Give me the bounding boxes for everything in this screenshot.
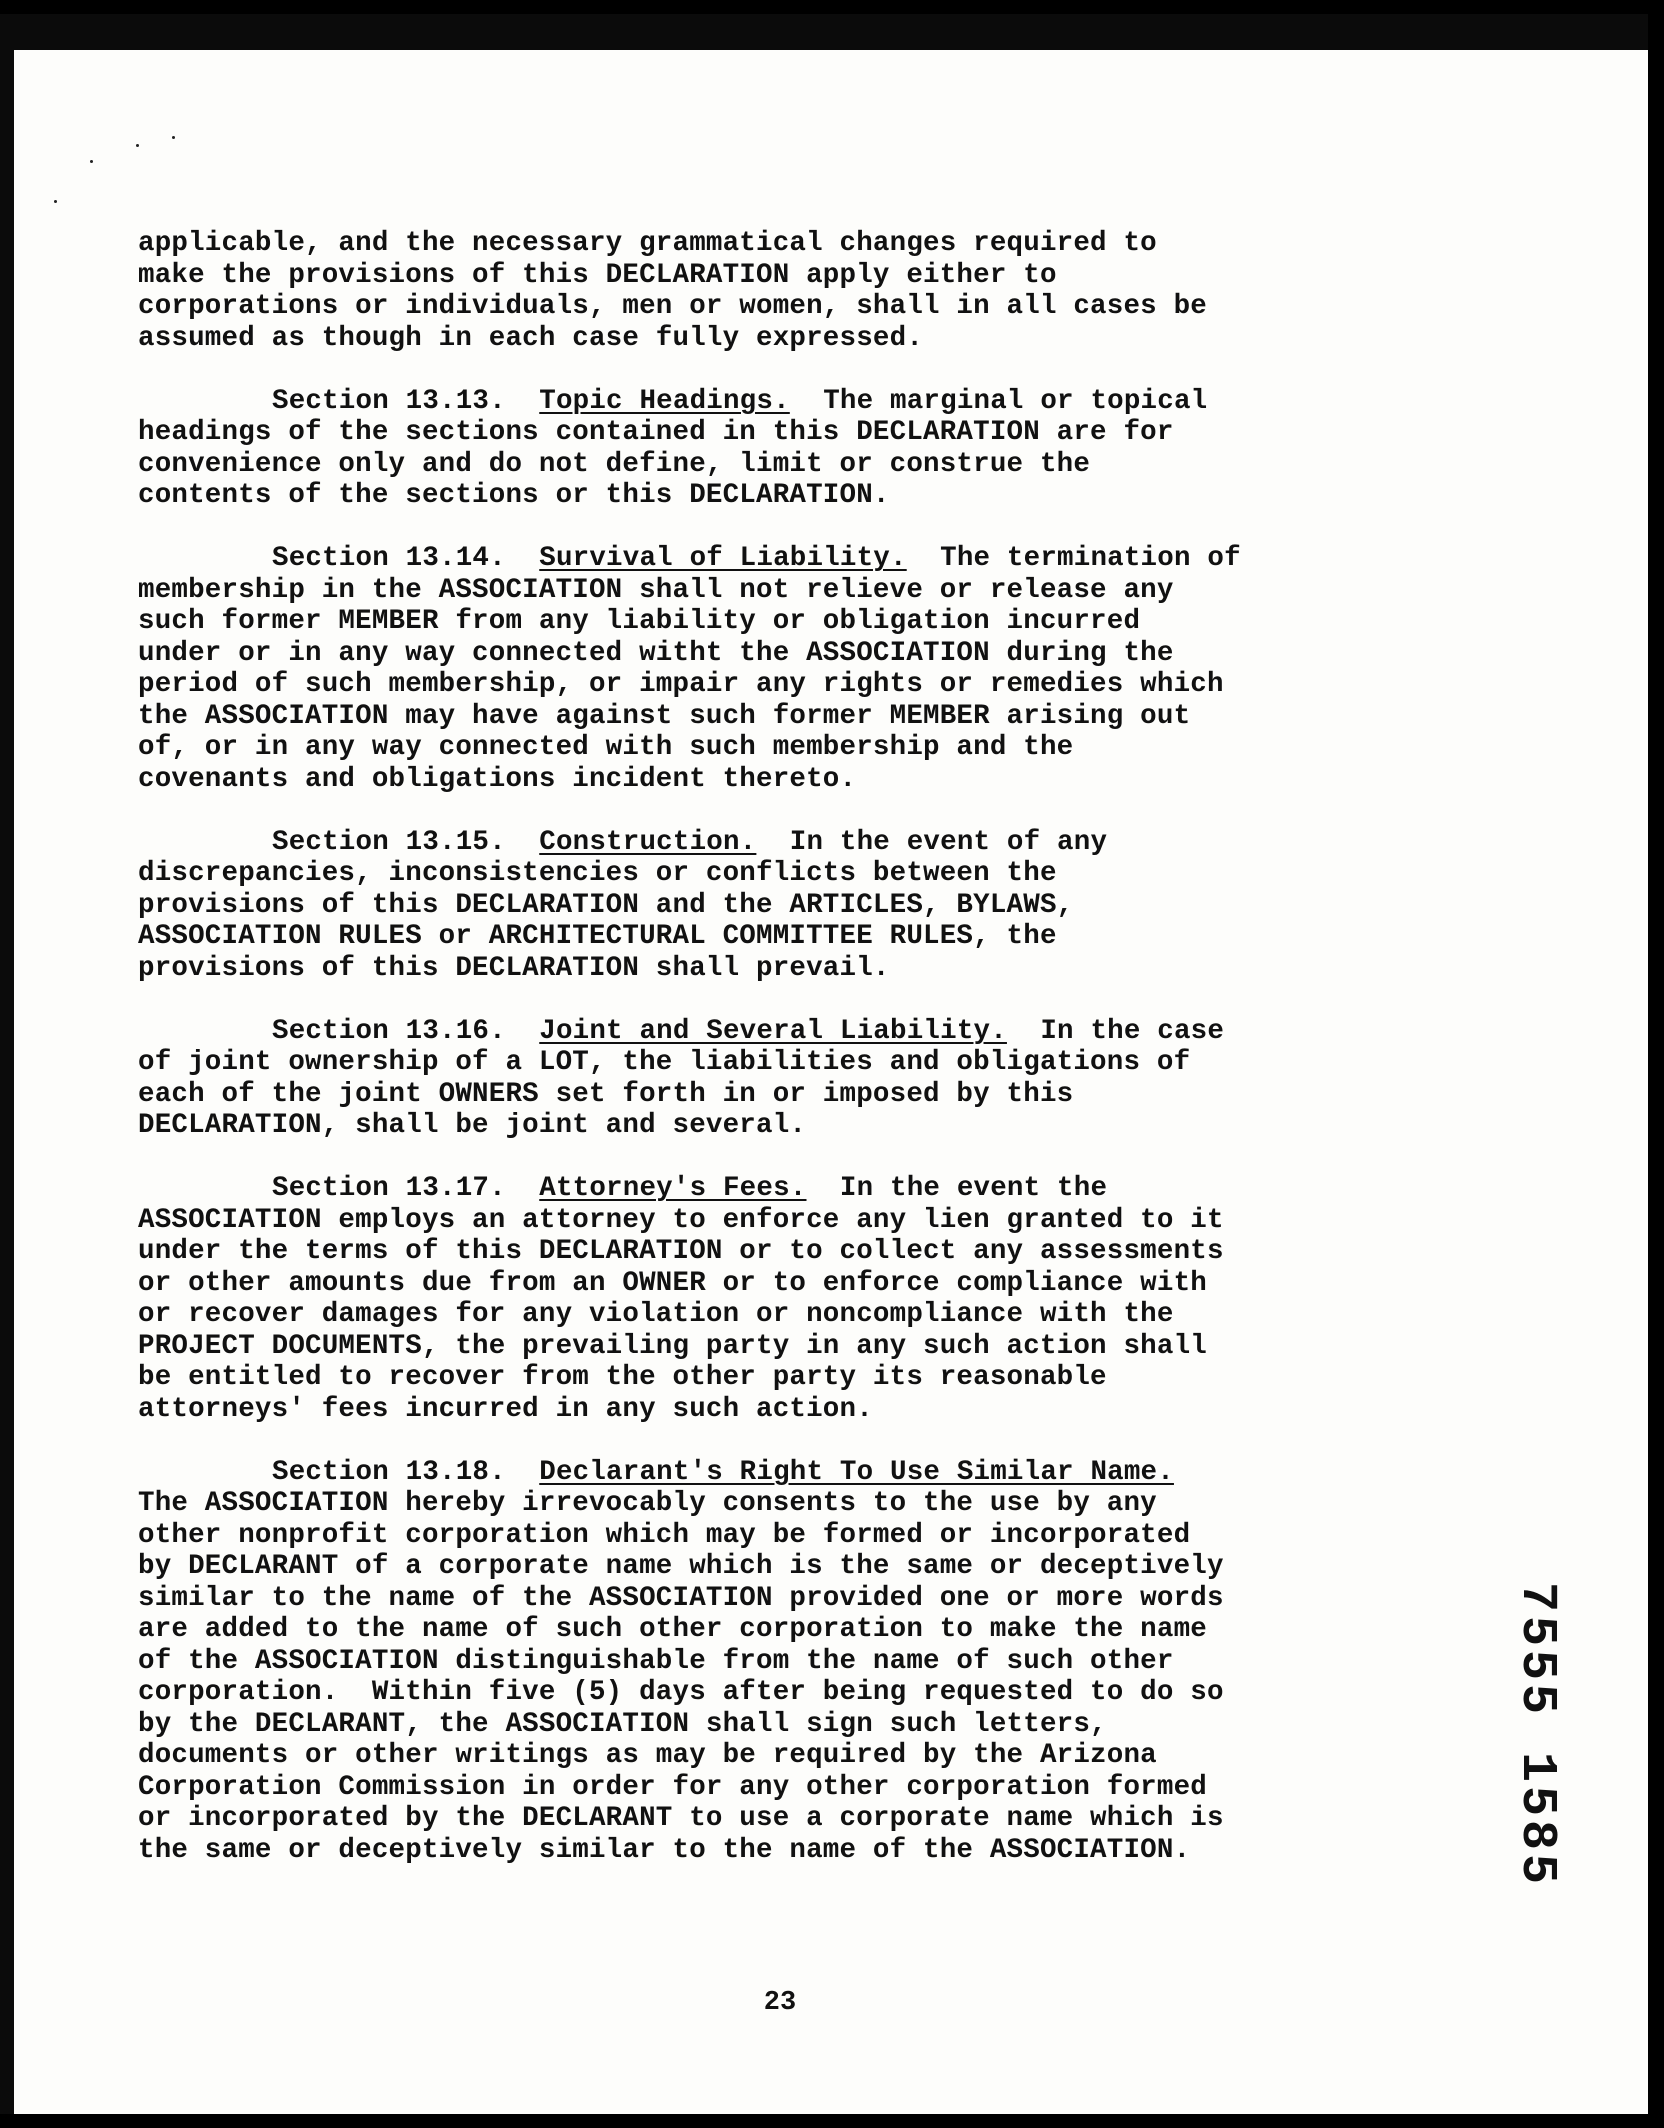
text-line: or other amounts due from an OWNER or to enforce compliance with <box>138 1267 1207 1299</box>
text-line: be entitled to recover from the other party its reasonable <box>138 1362 1107 1393</box>
text-line: applicable, and the necessary grammatical changes required to <box>138 228 1157 259</box>
scan-speck <box>90 160 93 163</box>
text-line: under the terms of this DECLARATION or to collect any assessments <box>138 1236 1224 1267</box>
text-line: such former MEMBER from any liability or obligation incurred <box>138 606 1141 637</box>
text-line: make the provisions of this DECLARATION apply either to <box>138 259 1057 291</box>
text-line: the same or deceptively similar to the name of the ASSOCIATION. <box>138 1834 1191 1866</box>
section-first-line-text: The termination of <box>940 543 1241 574</box>
scan-speck <box>172 136 175 139</box>
section-number: Section 13.16. <box>272 1015 506 1047</box>
section-number: Section 13.15. <box>272 826 506 858</box>
text-line: corporations or individuals, men or women, shall in all cases be <box>138 291 1207 322</box>
page-number: 23 <box>763 1988 797 2018</box>
section-first-line <box>138 827 1438 859</box>
text-line: of the ASSOCIATION distinguishable from the name of such other <box>138 1645 1174 1677</box>
document-body <box>138 228 1438 1898</box>
section-first-line-text: In the event of any <box>789 826 1108 858</box>
section-heading: Attorney's Fees. <box>539 1173 807 1204</box>
section-heading: Topic Headings. <box>539 385 790 417</box>
section-heading: Joint and Several Liability. <box>539 1015 1007 1047</box>
side-stamp-number: 7555 1585 <box>1508 1582 1565 1889</box>
section-paragraph <box>138 1016 1438 1142</box>
section-heading: Survival of Liability. <box>539 543 907 574</box>
sections-container <box>138 386 1438 1867</box>
text-line: headings of the sections contained in this DECLARATION are for <box>138 417 1174 448</box>
section-paragraph <box>138 386 1438 512</box>
scan-speck <box>54 200 57 203</box>
section-number: Section 13.13. <box>272 385 506 417</box>
text-line: assumed as though in each case fully expressed. <box>138 322 924 354</box>
text-line: by the DECLARANT, the ASSOCIATION shall sign such letters, <box>138 1708 1107 1740</box>
text-line: ASSOCIATION employs an attorney to enforce any lien granted to it <box>138 1204 1224 1236</box>
scan-speck <box>136 144 139 147</box>
section-first-line-text: The marginal or topical <box>823 385 1208 417</box>
section-first-line <box>138 1457 1438 1489</box>
text-line: by DECLARANT of a corporate name which is the same or deceptively <box>138 1551 1224 1582</box>
text-line: convenience only and do not define, limit or construe the <box>138 448 1091 480</box>
text-line: DECLARATION, shall be joint and several. <box>138 1110 807 1141</box>
text-line: similar to the name of the ASSOCIATION provided one or more words <box>138 1582 1224 1614</box>
section-paragraph <box>138 827 1438 985</box>
section-paragraph <box>138 1457 1438 1867</box>
text-line: membership in the ASSOCIATION shall not relieve or release any <box>138 574 1174 606</box>
section-first-line <box>138 1173 1438 1205</box>
text-line: Corporation Commission in order for any other corporation formed <box>138 1771 1207 1803</box>
text-line: provisions of this DECLARATION shall prevail. <box>138 952 890 984</box>
text-line: contents of the sections or this DECLARATION. <box>138 480 890 511</box>
intro-paragraph <box>138 228 1438 354</box>
text-line: the ASSOCIATION may have against such former MEMBER arising out <box>138 700 1191 732</box>
text-line: discrepancies, inconsistencies or conflicts between the <box>138 858 1057 889</box>
text-line: of joint ownership of a LOT, the liabilities and obligations of <box>138 1047 1191 1078</box>
text-line: ASSOCIATION RULES or ARCHITECTURAL COMMITTEE RULES, the <box>138 921 1057 952</box>
text-line: each of the joint OWNERS set forth in or imposed by this <box>138 1078 1074 1110</box>
text-line: attorneys' fees incurred in any such action. <box>138 1393 873 1425</box>
text-line: The ASSOCIATION hereby irrevocably consents to the use by any <box>138 1488 1157 1519</box>
text-line: of, or in any way connected with such membership and the <box>138 732 1074 763</box>
section-first-line <box>138 1016 1438 1048</box>
section-first-line-text: In the event the <box>839 1173 1108 1204</box>
text-line: are added to the name of such other corporation to make the name <box>138 1614 1207 1645</box>
section-number: Section 13.14. <box>272 543 506 574</box>
text-line: provisions of this DECLARATION and the ARTICLES, BYLAWS, <box>138 889 1074 921</box>
text-line: covenants and obligations incident thereto. <box>138 763 857 795</box>
text-line: or incorporated by the DECLARANT to use a corporate name which is <box>138 1803 1224 1834</box>
section-first-line <box>138 543 1438 575</box>
section-heading: Construction. <box>539 826 757 858</box>
section-first-line-text: In the case <box>1040 1015 1225 1047</box>
section-first-line <box>138 386 1438 418</box>
section-paragraph <box>138 543 1438 795</box>
section-number: Section 13.18. <box>272 1456 506 1488</box>
text-line: documents or other writings as may be required by the Arizona <box>138 1740 1157 1771</box>
text-line: PROJECT DOCUMENTS, the prevailing party in any such action shall <box>138 1330 1207 1362</box>
section-number: Section 13.17. <box>272 1173 506 1204</box>
text-line: under or in any way connected witht the ASSOCIATION during the <box>138 637 1174 669</box>
text-line: other nonprofit corporation which may be formed or incorporated <box>138 1519 1191 1551</box>
text-line: corporation. Within five (5) days after being requested to do so <box>138 1677 1224 1708</box>
section-paragraph <box>138 1173 1438 1425</box>
text-line: or recover damages for any violation or noncompliance with the <box>138 1299 1174 1330</box>
section-heading: Declarant's Right To Use Similar Name. <box>539 1456 1174 1488</box>
text-line: period of such membership, or impair any rights or remedies which <box>138 669 1224 700</box>
